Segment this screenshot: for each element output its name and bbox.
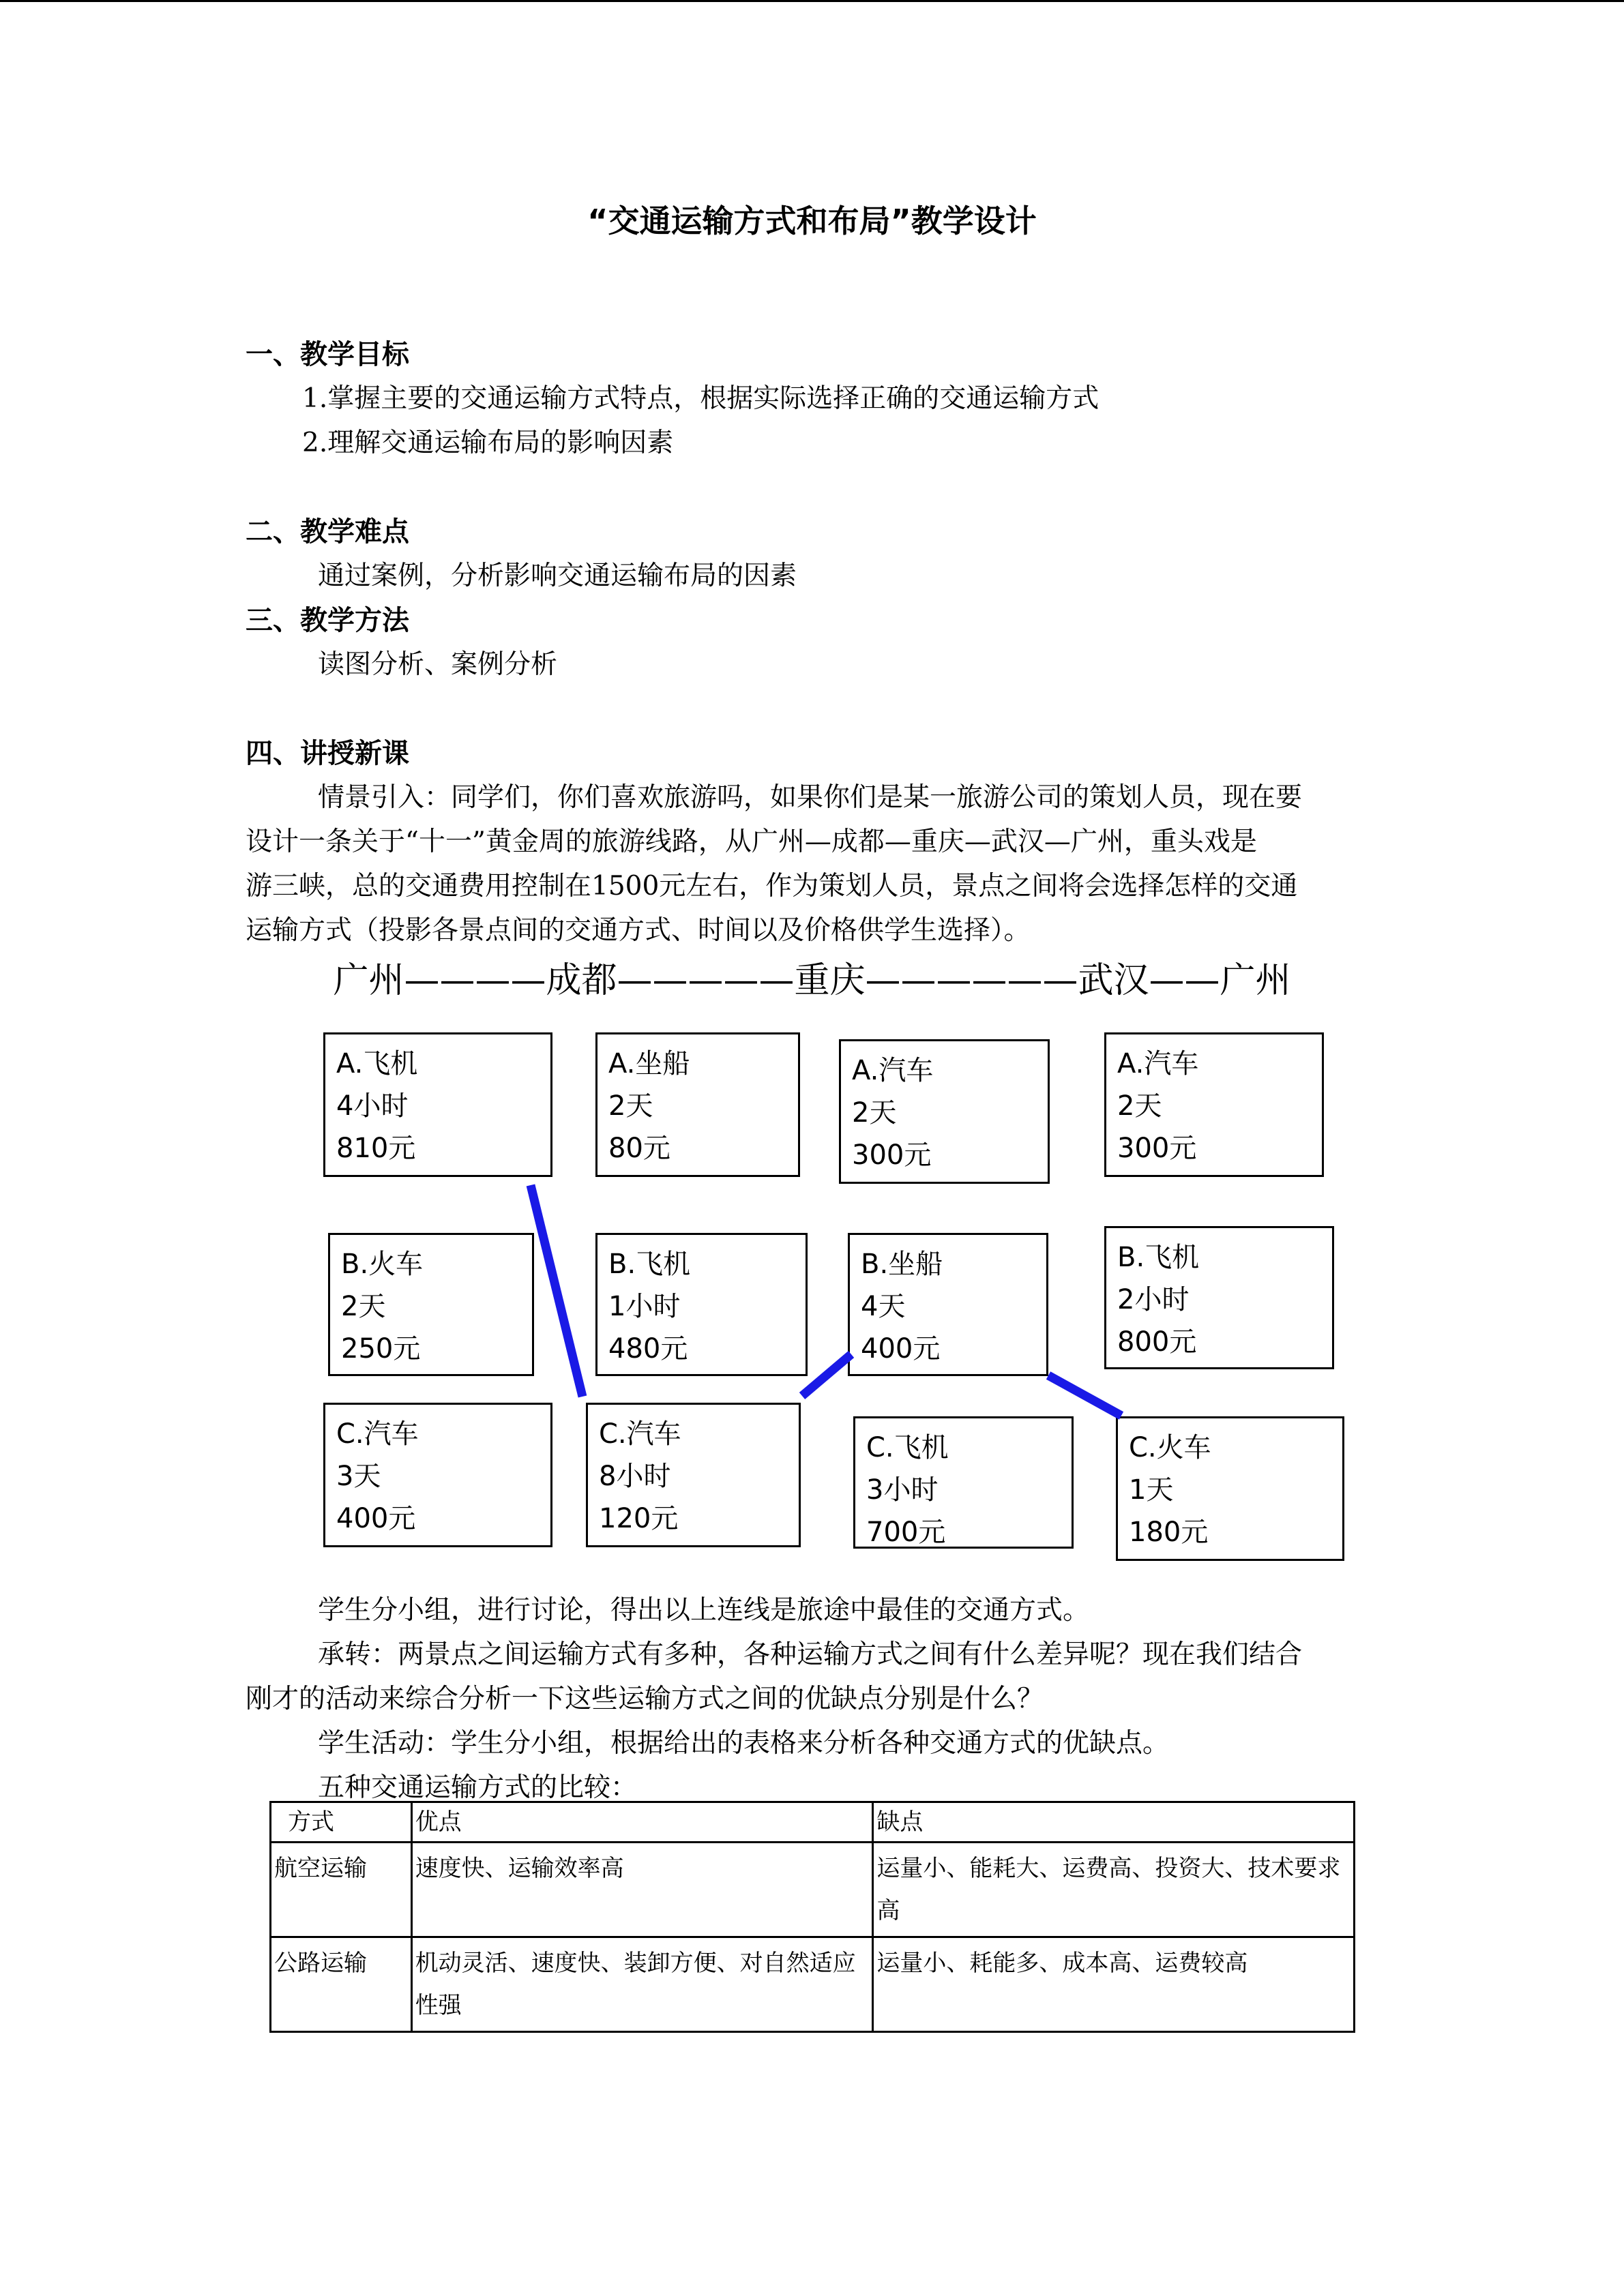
intro-paragraph-line: 运输方式（投影各景点间的交通方式、时间以及价格供学生选择）。 <box>246 915 1031 946</box>
option-mode: B.火车 <box>341 1249 424 1280</box>
table-caption: 五种交通运输方式的比较： <box>318 1772 638 1803</box>
option-price: 80元 <box>608 1133 670 1164</box>
section-heading-difficulty: 二、教学难点 <box>246 516 409 548</box>
table-header-cell: 缺点 <box>873 1802 1355 1843</box>
table-cell-mode: 航空运输 <box>271 1843 412 1937</box>
option-time: 2小时 <box>1117 1284 1190 1315</box>
table-row <box>271 1937 1355 2032</box>
difficulty-text: 通过案例，分析影响交通运输布局的因素 <box>318 561 797 591</box>
method-text: 读图分析、案例分析 <box>318 649 558 680</box>
table-header-row <box>271 1802 1355 1843</box>
objective-item: 1.掌握主要的交通运输方式特点，根据实际选择正确的交通运输方式 <box>302 383 1099 414</box>
table-row <box>271 1843 1355 1937</box>
option-price: 300元 <box>1117 1133 1197 1164</box>
option-price: 400元 <box>861 1333 941 1365</box>
option-time: 3天 <box>336 1461 381 1492</box>
section-heading-lesson: 四、讲授新课 <box>246 738 409 769</box>
objective-item: 2.理解交通运输布局的影响因素 <box>302 428 674 458</box>
comparison-table <box>269 1801 1355 2033</box>
option-price: 800元 <box>1117 1326 1197 1358</box>
transition-paragraph-line: 刚才的活动来综合分析一下这些运输方式之间的优缺点分别是什么？ <box>246 1684 1044 1714</box>
intro-paragraph-line: 游三峡，总的交通费用控制在1500元左右，作为策划人员，景点之间将会选择怎样的交通 <box>246 871 1298 901</box>
table-cell-pros: 机动灵活、速度快、装卸方便、对自然适应性强 <box>411 1937 873 2032</box>
table-cell-cons: 运量小、能耗大、运费高、投资大、技术要求高 <box>873 1843 1355 1937</box>
page-title: “交通运输方式和布局”教学设计 <box>587 203 1037 239</box>
option-mode: A.汽车 <box>852 1055 934 1086</box>
option-price: 480元 <box>608 1333 688 1365</box>
option-time: 3小时 <box>866 1474 939 1506</box>
option-price: 700元 <box>866 1517 946 1548</box>
connector-line <box>802 1354 851 1396</box>
option-price: 120元 <box>599 1503 679 1534</box>
travel-route: 广州————成都—————重庆——————武汉——广州 <box>333 960 1291 1001</box>
option-time: 1小时 <box>608 1291 681 1322</box>
activity-paragraph: 学生活动：学生分小组，根据给出的表格来分析各种交通方式的优缺点。 <box>318 1728 1170 1759</box>
option-price: 810元 <box>336 1133 416 1164</box>
transition-paragraph-line: 承转：两景点之间运输方式有多种，各种运输方式之间有什么差异呢？现在我们结合 <box>318 1639 1303 1670</box>
discussion-paragraph: 学生分小组，进行讨论，得出以上连线是旅途中最佳的交通方式。 <box>318 1595 1090 1626</box>
option-mode: B.飞机 <box>1117 1242 1200 1273</box>
option-mode: C.汽车 <box>336 1418 419 1450</box>
table-cell-pros: 速度快、运输效率高 <box>411 1843 873 1937</box>
option-price: 250元 <box>341 1333 421 1365</box>
option-time: 8小时 <box>599 1461 671 1492</box>
option-mode: A.汽车 <box>1117 1048 1199 1079</box>
option-mode: A.飞机 <box>336 1048 418 1079</box>
intro-paragraph-line: 设计一条关于“十一”黄金周的旅游线路，从广州—成都—重庆—武汉—广州，重头戏是 <box>246 826 1257 857</box>
intro-paragraph-line: 情景引入：同学们，你们喜欢旅游吗，如果你们是某一旅游公司的策划人员，现在要 <box>318 782 1303 813</box>
option-time: 1天 <box>1129 1474 1174 1506</box>
option-mode: C.火车 <box>1129 1432 1211 1463</box>
connector-line <box>1048 1375 1121 1416</box>
option-time: 2天 <box>1117 1090 1162 1122</box>
option-time: 4小时 <box>336 1090 409 1122</box>
table-header-cell: 方式 <box>271 1802 412 1843</box>
option-time: 2天 <box>341 1291 386 1322</box>
option-price: 180元 <box>1129 1517 1209 1548</box>
section-heading-method: 三、教学方法 <box>246 605 409 636</box>
option-price: 400元 <box>336 1503 416 1534</box>
option-time: 2天 <box>852 1097 897 1129</box>
option-mode: B.坐船 <box>861 1249 943 1280</box>
option-time: 4天 <box>861 1291 906 1322</box>
table-cell-cons: 运量小、耗能多、成本高、运费较高 <box>873 1937 1355 2032</box>
option-mode: B.飞机 <box>608 1249 691 1280</box>
table-cell-mode: 公路运输 <box>271 1937 412 2032</box>
option-time: 2天 <box>608 1090 653 1122</box>
option-price: 300元 <box>852 1139 932 1171</box>
option-mode: A.坐船 <box>608 1048 690 1079</box>
option-mode: C.汽车 <box>599 1418 681 1450</box>
section-heading-objectives: 一、教学目标 <box>246 339 409 370</box>
connector-line <box>531 1185 582 1397</box>
option-mode: C.飞机 <box>866 1432 949 1463</box>
table-header-cell: 优点 <box>411 1802 873 1843</box>
